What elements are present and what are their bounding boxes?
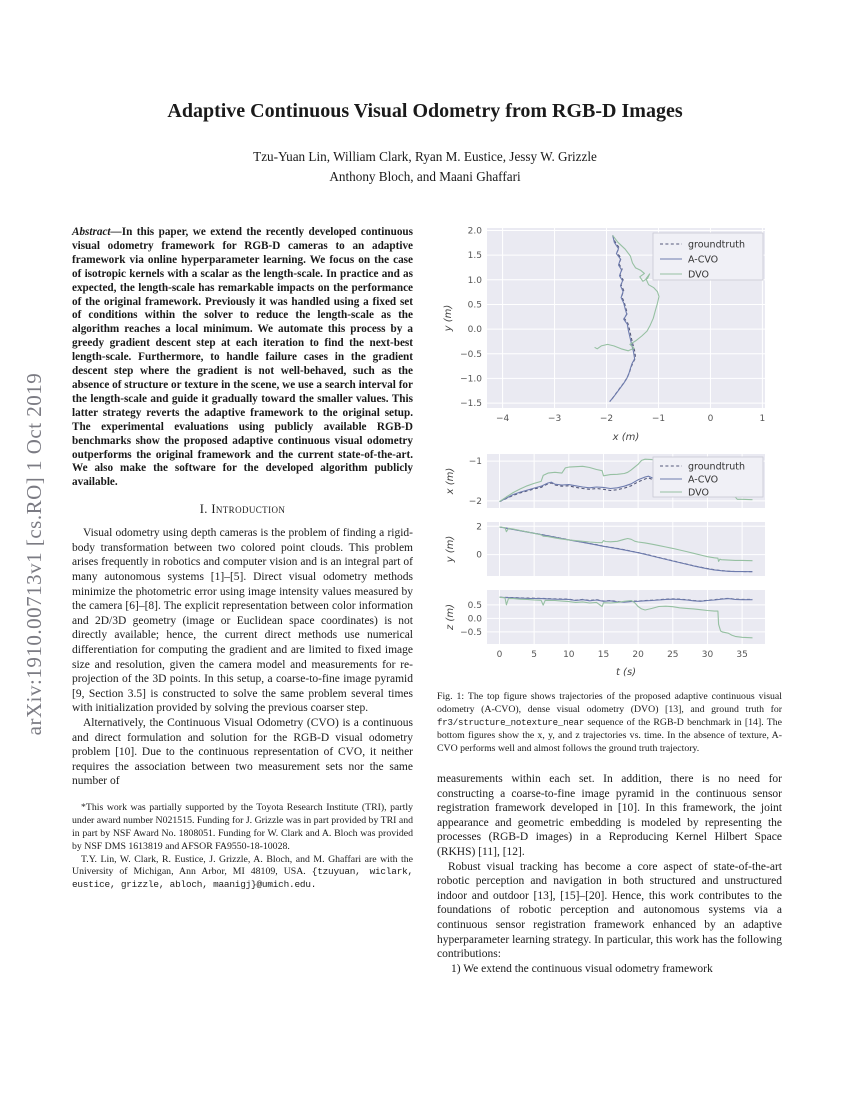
authors-block (0, 147, 850, 187)
svg-text:5: 5 (531, 650, 538, 660)
arxiv-watermark: arXiv:1910.00713v1 [cs.RO] 1 Oct 2019 (22, 372, 46, 736)
svg-text:−4: −4 (495, 414, 510, 424)
svg-text:1.5: 1.5 (467, 251, 482, 262)
svg-text:groundtruth: groundtruth (688, 239, 746, 251)
caption-part2: sequence of the RGB-D benchmark in [14]. The bottom figures show the x, y, and z trajectories vs. time. In the absence of texture, A-CVO performs well and almost follows the ground truth trajectory. (437, 717, 782, 754)
abstract-text: In this paper, we extend the recently developed continuous visual odometry framework for RGB-D cameras to an adaptive framework via online hyperparameter learning. We focus on the case of isotropic kernels with a scalar as the length-scale. In practice and as expected, the length-scale has remarkable impacts on the performance of the original framework. Previously it was handled using a fixed set of conditions within the solver to reduce the length-scale as the algorithm reaches a local minimum. We automate this process by a greedy gradient descent step at each iteration to find the next-best length-scale. Furthermore, to handle failure cases in the gradient descent step where the gradient is not well-behaved, such as the absence of structure or texture in the scene, we use a search interval for the length-scale and guide it gradually toward the smaller values. This latter strategy reverts the adaptive framework to the original setup. The experimental evaluations using publicly available RGB-D benchmarks show the proposed adaptive continuous visual odometry outperforms the original framework and the current state-of-the-art. We also make the software for the developed algorithm publicly available. (72, 226, 413, 489)
svg-text:0.5: 0.5 (467, 600, 482, 611)
svg-text:−1: −1 (468, 457, 482, 468)
right-body (437, 772, 782, 976)
footnote-email: {tzuyuan, wiclark, eustice, grizzle, abloch, maanigj}@umich.edu. (72, 866, 413, 891)
left-body (72, 526, 413, 789)
svg-text:0: 0 (707, 414, 714, 424)
contribution-item-1: 1) We extend the continuous visual odometry framework (451, 962, 713, 975)
abstract (72, 226, 413, 490)
svg-text:x (m): x (m) (445, 467, 456, 495)
svg-text:−0.5: −0.5 (460, 627, 482, 638)
figure-caption (437, 690, 782, 755)
svg-text:t (s): t (s) (615, 667, 637, 678)
svg-text:A-CVO: A-CVO (688, 474, 719, 486)
svg-text:35: 35 (736, 650, 748, 660)
svg-text:10: 10 (563, 650, 575, 660)
svg-text:15: 15 (597, 650, 610, 660)
svg-text:30: 30 (701, 650, 714, 660)
authors-line-2: Anthony Bloch, and Maani Ghaffari (329, 169, 521, 184)
footnote-affiliation (72, 854, 413, 893)
svg-text:−3: −3 (547, 414, 562, 424)
authors-line-1: Tzu-Yuan Lin, William Clark, Ryan M. Eustice, Jessy W. Grizzle (253, 149, 597, 164)
svg-text:1.0: 1.0 (467, 275, 482, 286)
caption-sequence-name: fr3/structure_notexture_near (437, 717, 585, 728)
svg-text:0: 0 (476, 550, 482, 561)
svg-text:0.5: 0.5 (467, 300, 482, 311)
footnote (72, 802, 413, 892)
svg-text:−1: −1 (651, 414, 666, 424)
svg-text:2: 2 (476, 522, 482, 533)
intro-paragraph-2: Alternatively, the Continuous Visual Odometry (CVO) is a continuous and direct formulation and solution for the RGB-D visual odometry problem [10]. Due to the continuous representation of CVO, it neither requires the association between two measurement sets nor the same number of (72, 716, 413, 788)
svg-text:−2: −2 (468, 496, 482, 507)
intro-paragraph-1: Visual odometry using depth cameras is the problem of finding a rigid-body transformation between two colored point clouds. This problem arises frequently in robotics and computer vision and is an integral part of many autonomous systems [1]–[5]. Direct visual odometry methods minimize the photometric error using image intensity values measured by the camera [6]–[8]. The explicit representation between color information and 2D/3D geometry (image or Euclidean space coordinates) is not directly available; hence, the current direct methods use numerical differentiation for computing the gradient and are limited to fixed image size and resolution, given the camera model and measurements for re-projection of the 3D points. In this setup, a coarse-to-fine image pyramid [9, Section 3.5] is constructed to solve the same problem several times with initialization provided by solving the previous coarser step. (72, 527, 413, 715)
svg-text:y (m): y (m) (443, 304, 454, 332)
right-paragraph-1: measurements within each set. In addition, there is no need for constructing a coarse-to-fine image pyramid in the continuous sensor registration framework developed in [10]. In this framework, the joint appearance and geometric embedding is modeled by representing the processes (RGB-D images) in a Reproducing Kernel Hilbert Space (RKHS) [11], [12]. (437, 773, 782, 858)
svg-text:z (m): z (m) (445, 604, 456, 630)
caption-lead: Fig. 1: (437, 691, 465, 702)
svg-text:groundtruth: groundtruth (688, 461, 746, 473)
right-paragraph-2: Robust visual tracking has become a core aspect of state-of-the-art robotic perception and navigation in both structured and unstructured indoor and outdoor [13], [15]–[20]. Hence, this work contributes to the foundations of robotic perception and autonomous systems via a continuous sensor registration framework enhanced by an adaptive hyperparameter learning strategy. In particular, this work has the following contributions: (437, 860, 782, 961)
svg-text:−1.0: −1.0 (460, 374, 482, 385)
svg-text:20: 20 (632, 650, 644, 660)
footnote-funding: *This work was partially supported by the Toyota Research Institute (TRI), partly under award number N021515. Funding for J. Grizzle was in part provided by TRI and in part by NSF Award No. 1808051. Funding for W. Clark and A. Bloch was provided by NSF DMS 1613819 and AFSOR FA9550-18-10028. (72, 801, 414, 852)
svg-text:A-CVO: A-CVO (688, 254, 719, 266)
paper-title: Adaptive Continuous Visual Odometry from RGB-D Images (167, 100, 683, 122)
abstract-label: Abstract— (72, 226, 122, 238)
right-column (437, 220, 782, 976)
left-column (72, 226, 413, 892)
svg-text:0.0: 0.0 (467, 325, 482, 336)
svg-text:y (m): y (m) (445, 535, 456, 563)
trajectory-chart (437, 220, 782, 448)
footnote-affiliation-text: T.Y. Lin, W. Clark, R. Eustice, J. Grizzle, A. Bloch, and M. Ghaffari are with the University of Michigan, Ann Arbor, MI 48109, USA. (72, 853, 413, 878)
timeseries-chart (437, 448, 782, 684)
svg-text:−1.5: −1.5 (460, 399, 482, 410)
svg-text:2.0: 2.0 (467, 226, 482, 237)
svg-text:DVO: DVO (688, 269, 709, 281)
svg-text:0.0: 0.0 (467, 614, 482, 625)
svg-text:1: 1 (759, 414, 766, 424)
svg-text:25: 25 (667, 650, 679, 660)
svg-text:DVO: DVO (688, 487, 709, 499)
svg-text:−2: −2 (599, 414, 614, 424)
caption-part1: The top figure shows trajectories of the proposed adaptive continuous visual odometry (A-CVO), dense visual odometry (DVO) [13], and ground truth for (437, 691, 782, 715)
section-heading-introduction: I. Introduction (199, 502, 286, 517)
svg-text:−0.5: −0.5 (460, 349, 482, 360)
svg-text:x (m): x (m) (612, 432, 640, 443)
svg-text:0: 0 (496, 650, 503, 660)
